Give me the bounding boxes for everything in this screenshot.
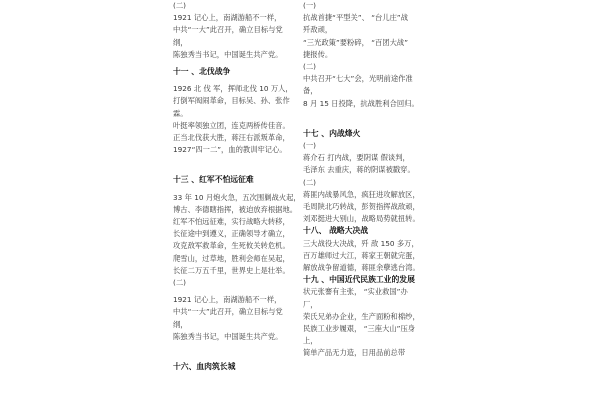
text-line: 正当北伐获大胜，蒋汪右派叛革命， xyxy=(173,133,290,143)
text-line: 陈独秀当书记，中国诞生共产党。 xyxy=(173,331,283,341)
section-heading-northern-expedition: 十一 、北伐战争 xyxy=(173,67,231,77)
text-line: 长征途中到遵义，正确领导才确立， xyxy=(173,229,290,239)
text-line: 中共召开“七大”会，光明前途作准 xyxy=(303,74,413,84)
text-line: 博古、李德瞎指挥，被迫放弃根据地。 xyxy=(173,204,298,214)
section-subheading: (二) xyxy=(303,62,316,72)
text-line: 33 年 10 月炮火急，五次围剿战火起， xyxy=(173,192,301,202)
text-line: 1927“四一二”，血的教训牢记心。 xyxy=(173,145,287,155)
text-line: 1921 记心上，南湖游船不一样， xyxy=(173,13,282,23)
text-line: 打倒军阀闹革命，目标吴、孙、张作 xyxy=(173,96,290,106)
text-line: 抗战首捷“平型关”、 “台儿庄”战 xyxy=(303,13,409,23)
text-line: 纲， xyxy=(173,319,188,329)
text-line: 红军不怕远征难，实行战略大转移， xyxy=(173,217,290,227)
text-line: 三大战役大决战，歼 敌 150 多万， xyxy=(303,238,419,248)
text-line: 荣氏兄弟办企业，生产面粉和棉纱， xyxy=(303,311,420,321)
section-subheading: (二) xyxy=(173,1,186,10)
text-line: 8 月 15 日投降，抗战胜利合回归。 xyxy=(303,98,419,108)
section-heading-decisive-battle: 十八、 战略大决战 xyxy=(303,226,369,236)
text-line: 中共“一大”此召开，确立目标与党 xyxy=(173,307,283,317)
section-subheading: (一) xyxy=(303,1,316,10)
text-line: 捷报传。 xyxy=(303,49,333,59)
text-line: 状元张謇有主张， “实业救国”办 xyxy=(303,287,408,297)
section-subheading: (一) xyxy=(303,141,316,151)
text-line: 歼敌顽， xyxy=(303,25,333,35)
text-line: 陈独秀当书记，中国诞生共产党。 xyxy=(173,49,283,59)
text-line: 毛周陕北巧转战，彭贺指挥战敌顽， xyxy=(303,202,420,212)
text-line: 蒋匪内战暴风急，疯狂进攻解放区， xyxy=(303,189,420,199)
text-line: 中共“一大”此召开，确立目标与党 xyxy=(173,25,283,35)
text-line: 1921 记心上，南湖游船不一样， xyxy=(173,295,282,305)
text-line: 1926 北 伐 军，挥师北伐 10 万人， xyxy=(173,84,293,94)
section-heading-civil-war: 十七 、内战烽火 xyxy=(303,128,361,138)
right-column xyxy=(303,0,428,400)
text-line: 厂， xyxy=(303,299,318,309)
text-line: 纲， xyxy=(173,37,188,47)
section-heading-great-wall: 十六、血肉筑长城 xyxy=(173,362,236,372)
text-line: 蒋介石 打内战，要阴谋 假谈判， xyxy=(303,153,410,163)
text-line: 解放战争留道德，蒋匪余孽逃台湾。 xyxy=(303,263,420,273)
text-line: 百万雄师过大江，蒋家王朝就完蛋， xyxy=(303,250,420,260)
text-line: 上， xyxy=(303,336,318,346)
text-line: 民族工业步履艰， “三座大山”压身 xyxy=(303,324,416,334)
section-subheading: (二) xyxy=(303,177,316,187)
text-line: 简单产品无力造，日用品前总带 xyxy=(303,348,406,358)
text-line: “三光政策”要粉碎， “百团大战” xyxy=(303,37,409,47)
section-heading-long-march: 十三 、红军不怕远征难 xyxy=(173,175,254,185)
text-line: 长征二万五千里，世界史上是壮举。 xyxy=(173,265,290,275)
section-heading-national-industry: 十九 、中国近代民族工业的发展 xyxy=(303,275,415,285)
left-column xyxy=(173,0,301,400)
text-line: 毛泽东 去重庆，蒋的阴谋被戳穿。 xyxy=(303,165,415,175)
section-subheading: (二) xyxy=(173,278,186,288)
text-line: 爬雪山，过草地，胜利会师在吴起， xyxy=(173,253,290,263)
text-line: 霖。 xyxy=(173,108,188,118)
text-line: 叶挺率领独立团，连克两桥传佳音。 xyxy=(173,120,290,130)
text-line: 备， xyxy=(303,86,318,96)
text-line: 刘邓挺进大别山，战略局势就扭转。 xyxy=(303,214,420,224)
text-line: 攻克敌军救革命，生死攸关转危机。 xyxy=(173,241,290,251)
